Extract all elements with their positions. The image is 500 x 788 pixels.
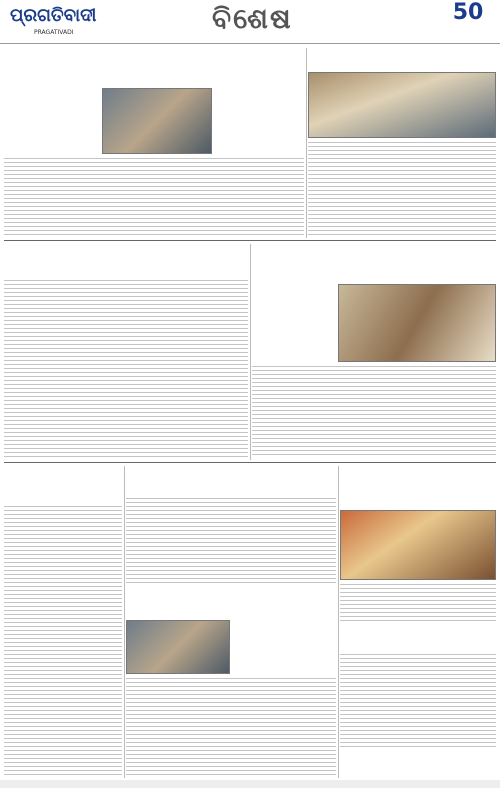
top-right-text-block bbox=[308, 142, 496, 236]
bottom-right-photo bbox=[340, 510, 496, 580]
anniversary-number: 50 bbox=[452, 0, 484, 25]
dateline bbox=[336, 36, 500, 44]
middle-right-story bbox=[252, 244, 496, 460]
page-footer bbox=[0, 780, 500, 788]
masthead bbox=[0, 0, 500, 44]
section-divider bbox=[4, 240, 496, 241]
bottom-right-story bbox=[340, 466, 496, 626]
bottom-center-2-photo bbox=[126, 620, 230, 674]
middle-left-story bbox=[4, 244, 248, 460]
bottom-right-text-block bbox=[340, 584, 496, 624]
logo-text: ପ୍ରଗତିବାଦୀ bbox=[10, 5, 97, 26]
middle-right-photo bbox=[338, 284, 496, 362]
bottom-right-2-text-block bbox=[340, 654, 496, 748]
bottom-left-story bbox=[4, 466, 122, 778]
logo-subtitle: PRAGATIVADI bbox=[34, 29, 74, 36]
bottom-center-story bbox=[126, 466, 336, 586]
bottom-right-3-body bbox=[340, 761, 496, 778]
bottom-center-2-text-block bbox=[126, 678, 336, 776]
middle-left-text-block bbox=[4, 280, 248, 458]
column-rule bbox=[306, 48, 307, 238]
lead-story-photo bbox=[102, 88, 212, 154]
section-title: ବିଶେଷ bbox=[212, 2, 293, 35]
bottom-center-story-2 bbox=[126, 590, 336, 778]
column-rule bbox=[124, 466, 125, 778]
top-right-photo bbox=[308, 72, 496, 138]
edition-line bbox=[4, 36, 204, 44]
bottom-left-text-block bbox=[4, 506, 122, 776]
bottom-center-text-block bbox=[126, 498, 336, 584]
bottom-right-story-3 bbox=[340, 748, 496, 778]
lead-story-text-block bbox=[4, 158, 304, 236]
middle-right-text-block bbox=[252, 366, 496, 458]
column-rule bbox=[250, 244, 251, 460]
section-divider bbox=[4, 462, 496, 463]
lead-story bbox=[4, 48, 304, 238]
anniversary-badge bbox=[440, 0, 496, 40]
top-right-story bbox=[308, 48, 496, 238]
column-rule bbox=[338, 466, 339, 778]
